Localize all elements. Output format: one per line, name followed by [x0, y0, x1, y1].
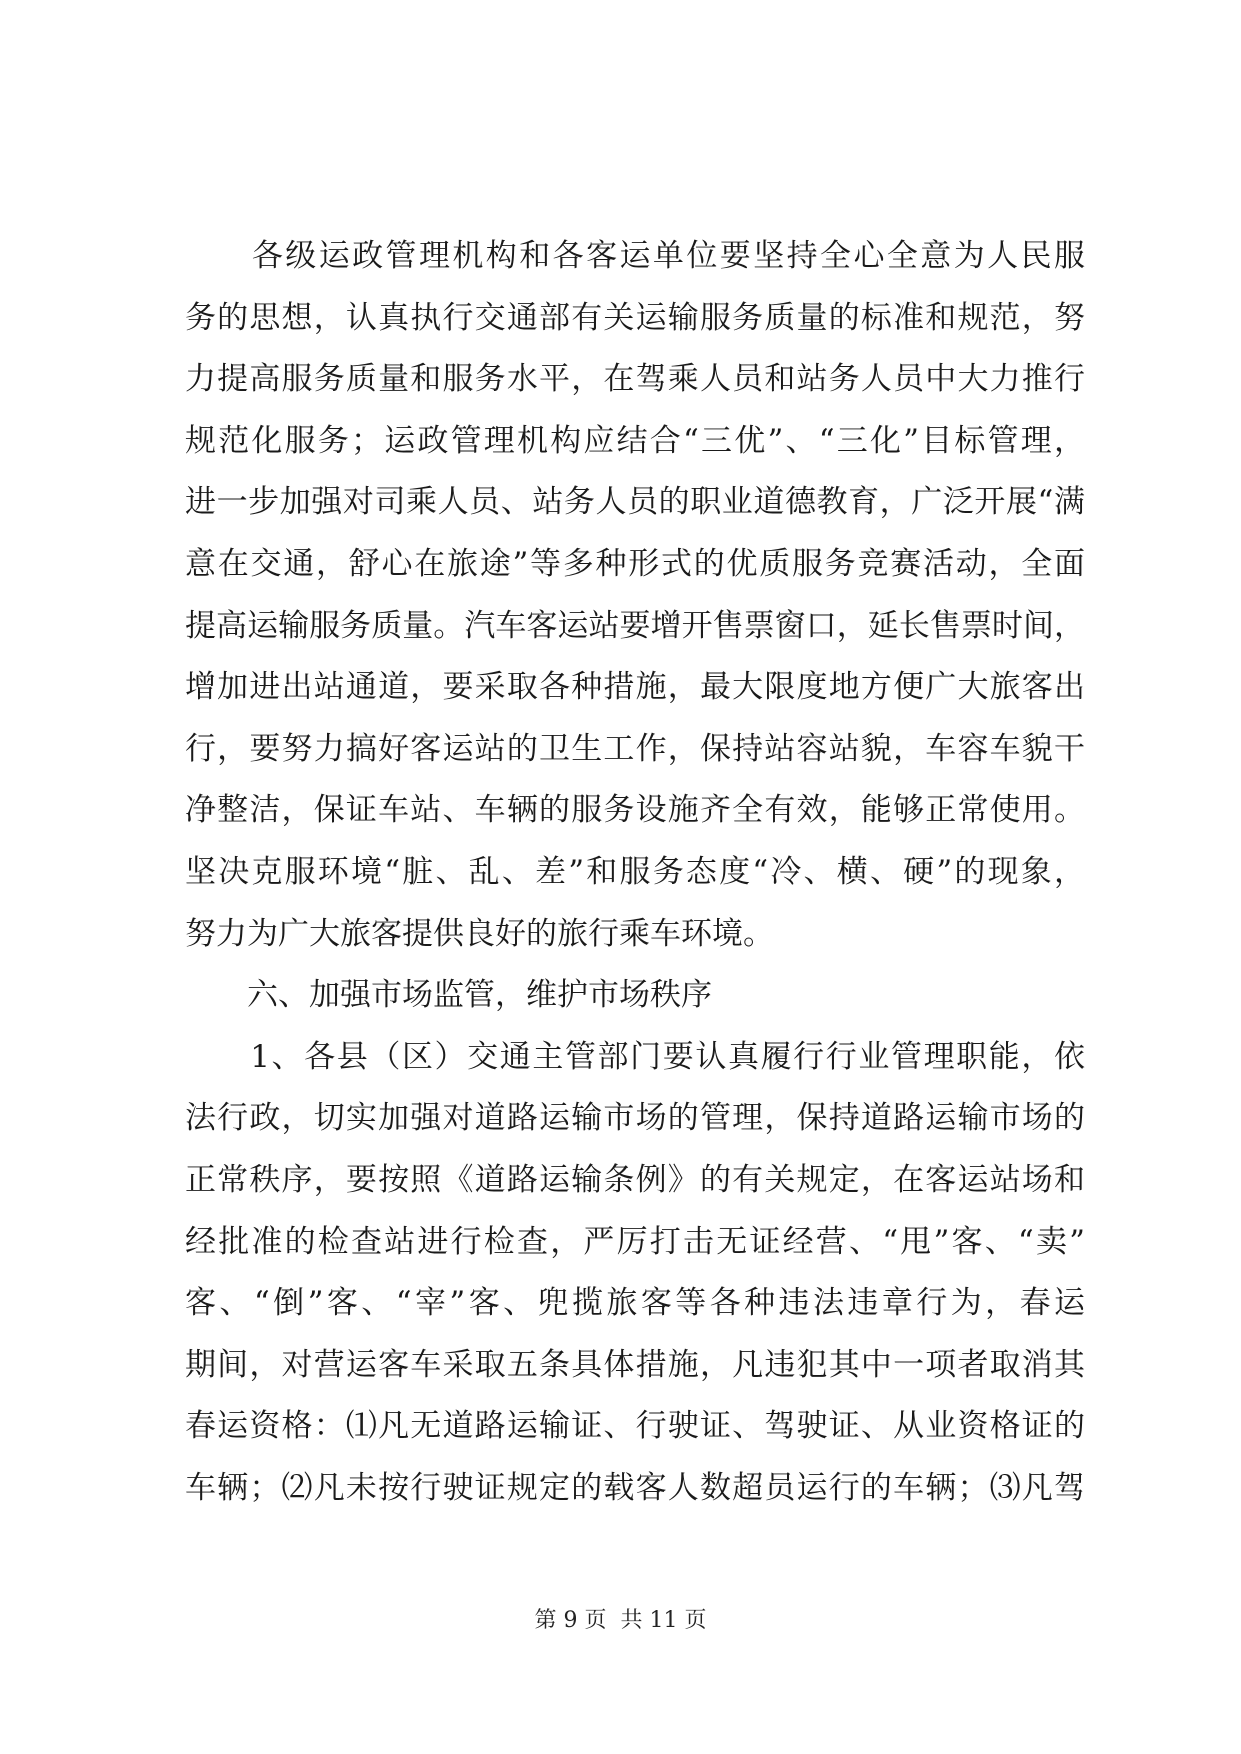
text-line: 净整洁，保证车站、车辆的服务设施齐全有效，能够正常使用。: [185, 792, 1085, 829]
text-line: 行，要努力搞好客运站的卫生工作，保持站容站貌，车容车貌干: [185, 730, 1085, 767]
text-line: 期间，对营运客车采取五条具体措施，凡违犯其中一项者取消其: [185, 1346, 1085, 1383]
document-body: [185, 226, 1085, 1519]
text-line: 客、“倒”客、“宰”客、兜揽旅客等各种违法违章行为，春运: [185, 1285, 1085, 1322]
text-line: 坚决克服环境“脏、乱、差”和服务态度“冷、横、硬”的现象，: [185, 853, 1085, 890]
text-line: 增加进出站通道，要采取各种措施，最大限度地方便广大旅客出: [185, 669, 1085, 706]
text-line: 春运资格：⑴凡无道路运输证、行驶证、驾驶证、从业资格证的: [185, 1408, 1085, 1445]
page-number: 第 9 页 共 11 页: [534, 1608, 707, 1633]
text-line: 经批准的检查站进行检查，严厉打击无证经营、“甩”客、“卖”: [185, 1223, 1085, 1260]
text-line: 各级运政管理机构和各客运单位要坚持全心全意为人民服: [185, 238, 1085, 274]
text-line: 努力为广大旅客提供良好的旅行乘车环境。: [185, 915, 774, 952]
text-line: 提高运输服务质量。汽车客运站要增开售票窗口，延长售票时间，: [185, 607, 1085, 644]
section-heading: 六、加强市场监管，维护市场秩序: [185, 977, 712, 1014]
text-line: 务的思想，认真执行交通部有关运输服务质量的标准和规范，努: [185, 299, 1085, 336]
text-line: 法行政，切实加强对道路运输市场的管理，保持道路运输市场的: [185, 1100, 1085, 1137]
page-footer: [0, 1606, 1241, 1636]
text-line: 力提高服务质量和服务水平，在驾乘人员和站务人员中大力推行: [185, 361, 1085, 398]
text-line: 规范化服务；运政管理机构应结合“三优”、“三化”目标管理，: [185, 422, 1085, 459]
text-line: 意在交通，舒心在旅途”等多种形式的优质服务竞赛活动，全面: [185, 545, 1085, 582]
text-line: 车辆；⑵凡未按行驶证规定的载客人数超员运行的车辆；⑶凡驾: [185, 1469, 1085, 1506]
text-line: 1、各县（区）交通主管部门要认真履行行业管理职能，依: [185, 1038, 1085, 1075]
text-line: 正常秩序，要按照《道路运输条例》的有关规定，在客运站场和: [185, 1161, 1085, 1198]
text-line: 进一步加强对司乘人员、站务人员的职业道德教育，广泛开展“满: [185, 484, 1085, 521]
